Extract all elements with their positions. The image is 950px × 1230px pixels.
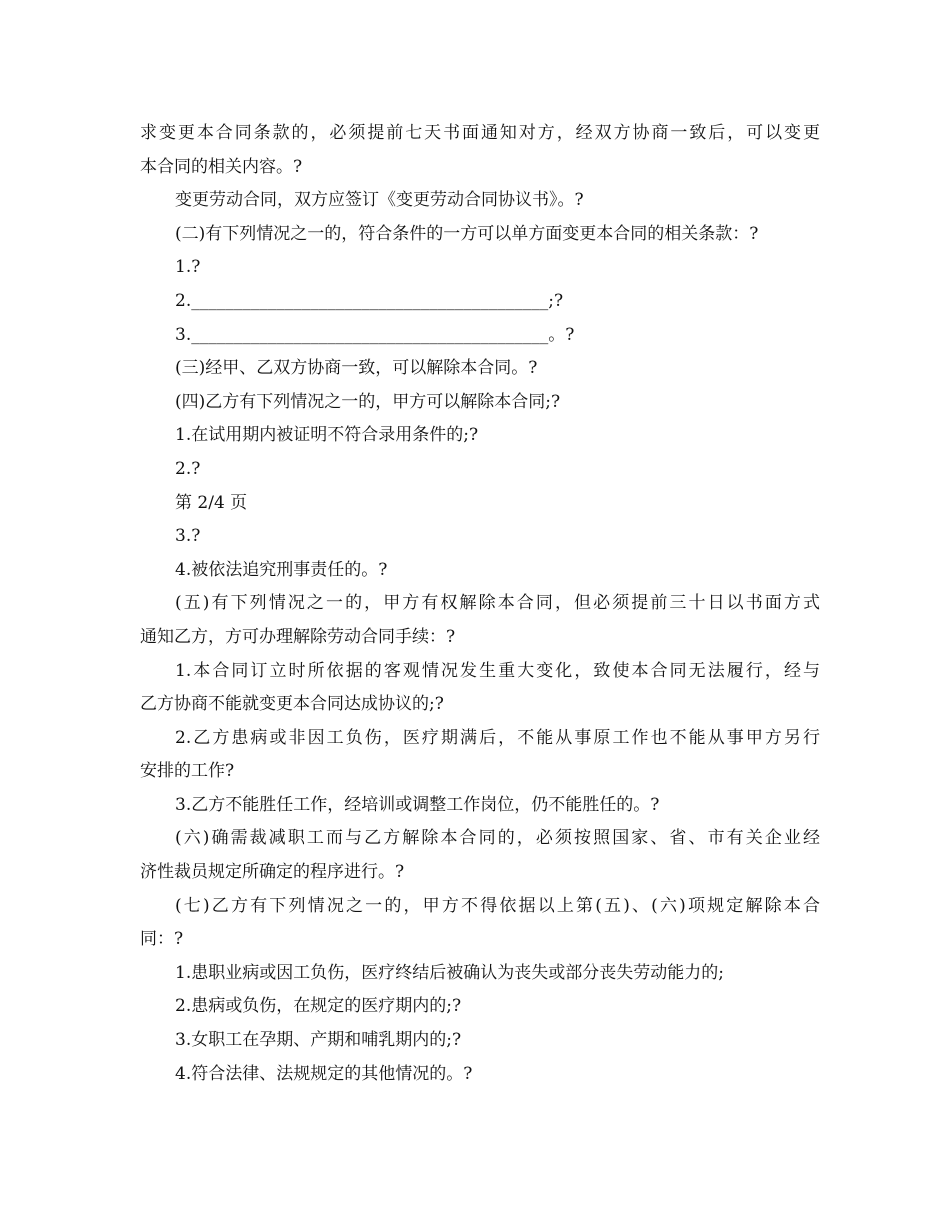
page-number: 第 2/4 页 (175, 492, 248, 513)
list-item: 4.符合法律、法规规定的其他情况的。? (175, 1063, 473, 1084)
list-item: 1.在试用期内被证明不符合录用条件的;? (175, 425, 479, 446)
section-heading: (五)有下列情况之一的，甲方有权解除本合同，但必须提前三十日以书面方式 (175, 593, 820, 614)
document-body (140, 117, 820, 1091)
text-line: 安排的工作? (140, 761, 235, 782)
section-heading: (四)乙方有下列情况之一的，甲方可以解除本合同;? (175, 391, 561, 412)
list-item: 3.女职工在孕期、产期和哺乳期内的;? (175, 1030, 462, 1051)
list-item: 2.患病或负伤，在规定的医疗期内的;? (175, 996, 462, 1017)
text-line: 同：? (140, 929, 184, 950)
list-item: 3.乙方不能胜任工作，经培训或调整工作岗位，仍不能胜任的。? (175, 794, 660, 815)
list-item-blank: 2.__________________________________________;? (175, 290, 564, 311)
section-heading: (七)乙方有下列情况之一的，甲方不得依据以上第(五)、(六)项规定解除本合 (175, 895, 820, 916)
section-heading: (二)有下列情况之一的，符合条件的一方可以单方面变更本合同的相关条款：? (175, 223, 759, 244)
list-item: 1.本合同订立时所依据的客观情况发生重大变化，致使本合同无法履行，经与 (175, 660, 820, 681)
list-item-blank: 3.__________________________________________。? (175, 324, 575, 345)
text-line: 求变更本合同条款的，必须提前七天书面通知对方，经双方协商一致后，可以变更 (140, 123, 820, 143)
text-line: 乙方协商不能就变更本合同达成协议的;? (140, 694, 444, 715)
list-item: 2.乙方患病或非因工负伤，医疗期满后，不能从事原工作也不能从事甲方另行 (175, 727, 820, 748)
text-line: 变更劳动合同，双方应签订《变更劳动合同协议书》。? (175, 190, 584, 211)
text-line: 济性裁员规定所确定的程序进行。? (140, 862, 405, 883)
list-item: 3.? (175, 526, 201, 547)
section-heading: (三)经甲、乙双方协商一致，可以解除本合同。? (175, 358, 538, 379)
list-item: 1.患职业病或因工负伤，医疗终结后被确认为丧失或部分丧失劳动能力的; (175, 962, 724, 983)
list-item: 4.被依法追究刑事责任的。? (175, 559, 388, 580)
list-item: 2.? (175, 458, 201, 479)
text-line: 本合同的相关内容。? (140, 156, 303, 177)
list-item: 1.? (175, 257, 201, 278)
section-heading: (六)确需裁减职工而与乙方解除本合同的，必须按照国家、省、市有关企业经 (175, 828, 820, 849)
text-line: 通知乙方，方可办理解除劳动合同手续：? (140, 626, 456, 647)
